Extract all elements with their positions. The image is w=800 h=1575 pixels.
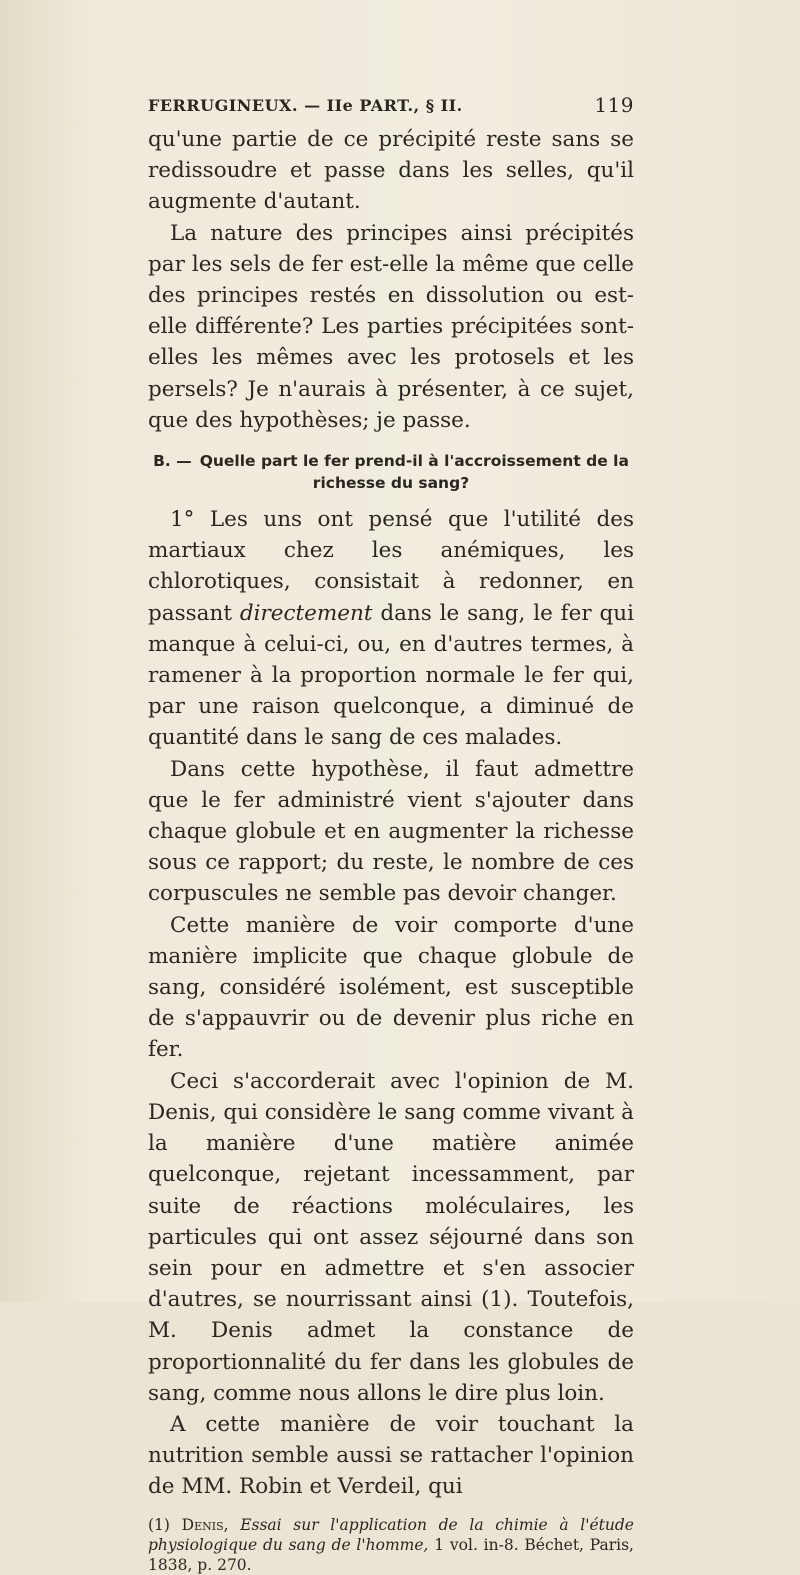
page-number: 119 (594, 93, 634, 117)
paragraph-1 (148, 504, 634, 754)
footnote-marker: (1) (148, 1515, 170, 1534)
p1-start: 1° Les uns ont pensé que l'utilité des martiaux chez les anémiques, les chlorotiques, consistait à redonner, en passant (148, 507, 634, 626)
p1-emphasis: directement (239, 600, 373, 626)
footnote-details: 1 vol. in-8. Béchet, Paris, 1838, p. 270. (148, 1535, 634, 1574)
page-header (148, 90, 634, 124)
paragraph-5: A cette manière de voir touchant la nutrition semble aussi se rattacher l'opinion de MM. Robin et Verdeil, qui (148, 1411, 634, 1500)
text-column (148, 90, 634, 1575)
footnote-author: Denis, (181, 1515, 229, 1534)
section-number: B. — (153, 452, 192, 471)
paragraph-4: Ceci s'accorderait avec l'opinion de M. Denis, qui considère le sang comme vivant à la manière d'une matière animée quelconque, rejetant incessamment, par suite de réactions moléculaires, les particules qui ont assez séjourné dans son sein pour en admettre et s'en associer d'autres, se nourrissant ainsi (1). Toutefois, M. Denis admet la constance de proportionnalité du fer dans les globules de sang, comme nous allons le dire plus loin. (148, 1068, 634, 1406)
section-heading (148, 450, 634, 494)
footnote (148, 1515, 634, 1575)
paragraph-continuation: qu'une partie de ce précipité reste sans se redissoudre et passe dans les selles, qu'il augmente d'autant. (148, 127, 634, 215)
paragraph-2: Dans cette hypothèse, il faut admettre que le fer administré vient s'ajouter dans chaque globule et en augmenter la richesse sous ce rapport; du reste, le nombre de ces corpuscules ne semble pas devoir changer. (148, 756, 634, 907)
running-title: FERRUGINEUX. — IIe PART., § II. (148, 96, 463, 115)
p1-end: dans le sang, le fer qui manque à celui-ci, ou, en d'autres termes, à ramener à la proportion normale le fer qui, par une raison quelconque, a diminué de quantité dans le sang de ces malades. (148, 600, 634, 751)
footnote-title: Essai sur l'application de la chimie à l'étude physiologique du sang de l'homme, (148, 1515, 634, 1554)
section-title: Quelle part le fer prend-il à l'accroissement de la richesse du sang? (199, 452, 629, 493)
paragraph-3: Cette manière de voir comporte d'une manière implicite que chaque globule de sang, considéré isolément, est susceptible de s'appauvrir ou de devenir plus riche en fer. (148, 912, 634, 1063)
paragraph-nature: La nature des principes ainsi précipités par les sels de fer est-elle la même que celle des principes restés en dissolution ou est-elle différente? Les parties précipitées sont-elles les mêmes avec les protosels et les persels? Je n'aurais à présenter, à ce sujet, que des hypothèses; je passe. (148, 220, 634, 433)
